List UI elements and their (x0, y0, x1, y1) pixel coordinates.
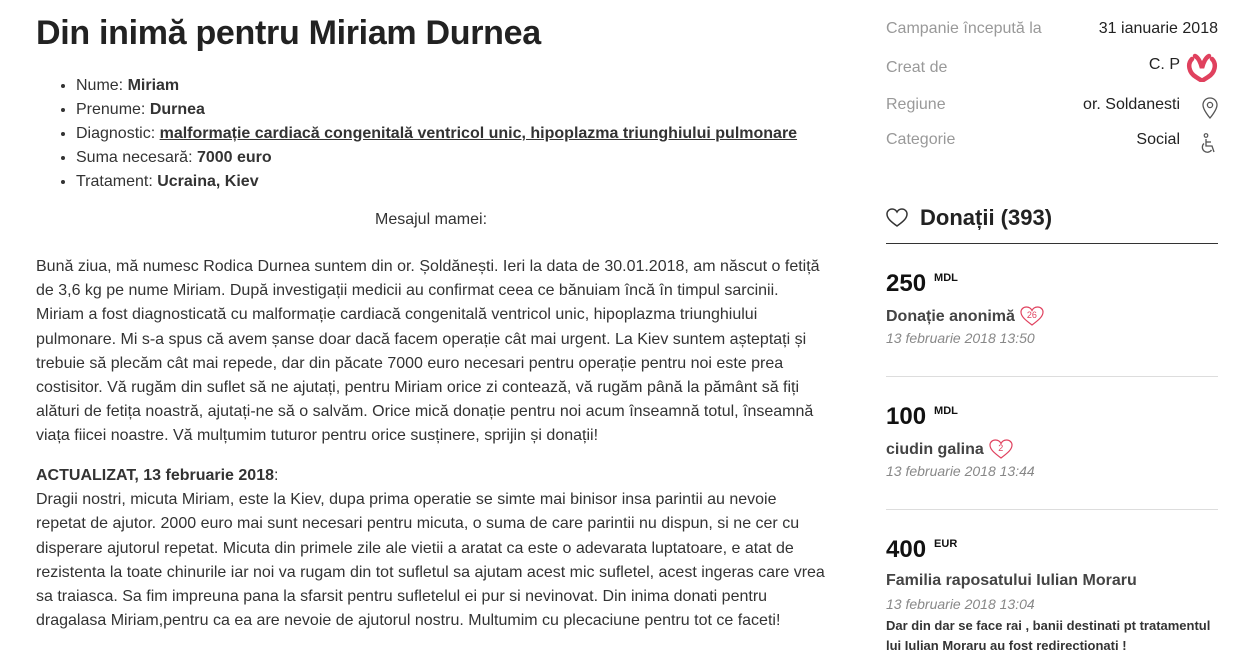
fact-diagnostic: • Diagnostic: malformație cardiacă congenitală ventricol unic, hipoplazma triunghiului pulmonare (76, 122, 797, 146)
donation-date: 13 februarie 2018 13:44 (886, 463, 1035, 479)
donation-currency: MDL (934, 405, 958, 417)
fact-suma: • Suma necesară: 7000 euro (76, 146, 797, 170)
donation-amount: 250 $^{MDL}$ (886, 270, 958, 297)
fact-suma-value: 7000 euro (196, 149, 272, 166)
campaign-facts-list (36, 74, 797, 194)
fact-prenume: • Prenume: Durnea (76, 98, 797, 122)
meta-category (886, 131, 1218, 155)
category-value[interactable]: Social (1136, 131, 1180, 148)
donation-date: 13 februarie 2018 13:04 (886, 596, 1035, 612)
fact-prenume-value: Durnea (149, 101, 205, 118)
donor-count-badge: 2 (988, 438, 1014, 460)
donor-name: Familia raposatului Iulian Moraru (886, 572, 1137, 589)
fact-nume-value: Miriam (127, 77, 180, 94)
brand-heart-logo-icon[interactable] (1186, 50, 1218, 84)
mother-message-title: Mesajul mamei: (374, 211, 488, 228)
meta-creator (886, 56, 1218, 80)
donations-header (886, 205, 1218, 244)
region-label: Regiune (886, 96, 946, 113)
donor-count-badge: 26 (1019, 305, 1045, 327)
started-label: Campanie începută la (886, 20, 1042, 37)
donor-name: Donație anonimă 26 (886, 306, 1045, 328)
donation-amount: 100 $^{MDL}$ (886, 403, 958, 430)
creator-value[interactable]: C. P (1148, 56, 1180, 73)
heart-outline-icon (886, 208, 908, 233)
fact-tratament: • Tratament: Ucraina, Kiev (76, 170, 797, 194)
page-title: Din inimă pentru Miriam Durnea (36, 14, 541, 52)
diagnostic-link[interactable]: malformație cardiacă congenitală ventricol unic, hipoplazma triunghiului pulmonare (159, 125, 798, 142)
wheelchair-icon (1186, 132, 1218, 156)
donations-title: Donații (393) (920, 205, 1053, 230)
meta-started (886, 20, 1218, 44)
region-value: or. Soldanesti (1083, 96, 1180, 113)
location-pin-icon (1186, 96, 1218, 120)
donor-name: ciudin galina 2 (886, 439, 1014, 461)
divider (886, 509, 1218, 510)
donation-amount: 400 $^{EUR}$ (886, 536, 958, 563)
fact-nume: • Nume: Miriam (76, 74, 797, 98)
creator-label: Creat de (886, 59, 948, 76)
update-label: ACTUALIZAT, 13 februarie 2018 (36, 467, 274, 484)
donation-currency: MDL (934, 272, 958, 284)
divider (886, 376, 1218, 377)
update-block: ACTUALIZAT, 13 februarie 2018: Dragii nostri, micuta Miriam, este la Kiev, dupa prima operatie se simte mai binisor insa parintii au nevoie repetat de ajutor. 2000 euro mai sunt necesari pentru micuta, o suma de care parintii nu dispun, si ne cer cu disperare ajutorul repetat. Micuta din primele zile ale vietii a aratat ca este o adevarata luptatoare, e atat de rezistenta la toate chinurile iar noi va rugam din tot sufletul sa ajutam acest mic sufletel, acest ingeras care vrea sa traiasca. Sa fim impreuna pana la sfarsit pentru sufletelul ei pur si nevinovat. Din inima donati pentru dragalasa Miriam,pentru ca ea are nevoie de ajutorul nostru. Multumim cu plecaciune pentru tot ce faceti! (36, 467, 825, 630)
category-label: Categorie (886, 131, 956, 148)
fact-tratament-value: Ucraina, Kiev (157, 173, 259, 190)
donation-currency: EUR (934, 538, 958, 550)
meta-region (886, 96, 1218, 120)
update-text: Dragii nostri, micuta Miriam, este la Kiev, dupa prima operatie se simte mai binisor insa parintii au nevoie repetat de ajutor. 2000 euro mai sunt necesari pentru micuta, o suma de care parintii nu dispun, si ne cer cu disperare ajutorul repetat. Micuta din primele zile ale vietii a aratat ca este o adevarata luptatoare, e atat de rezistenta la toate chinurile iar noi va rugam din tot sufletul sa ajutam acest mic sufletel, acest ingeras care vrea sa traiasca. Sa fim impreuna pana la sfarsit pentru sufletelul ei pur si nevinovat. Din inima donati pentru dragalasa Miriam,pentru ca ea are nevoie de ajutorul nostru. Multumim cu plecaciune pentru tot ce faceti! (36, 491, 825, 630)
donation-message: Dar din dar se face rai , banii destinati pt tratamentul lui Iulian Moraru au fost redirectionati ! (886, 618, 1211, 653)
donation-date: 13 februarie 2018 13:50 (886, 330, 1035, 346)
mother-message-text: Bună ziua, mă numesc Rodica Durnea suntem din or. Șoldănești. Ieri la data de 30.01.2018, am născut o fetiță de 3,6 kg pe nume Miriam. După investigații medicii au confirmat ceea ce bănuiam încă în timpul sarcinii. Miriam a fost diagnosticată cu malformație cardiacă congenitală ventricol unic, hipoplazma triunghiului pulmonare. Mi s-a spus că avem șanse doar dacă facem operație cât mai urgent. La Kiev suntem așteptați și trebuie să plecăm cât mai repede, dar din păcate 7000 euro necesari pentru operație pentru noi este prea costisitor. Vă rugăm din suflet să ne ajutați, pentru Miriam orice zi contează, vă rugăm până la pământ să fiți alături de fetița noastră, ajutați-ne să o salvăm. Orice mică donație pentru noi acum înseamnă totul, înseamnă viața fiicei noastre. Vă mulțumim tuturor pentru orice susținere, sprijin și donații! (36, 258, 820, 445)
started-value: 31 ianuarie 2018 (1098, 20, 1218, 37)
